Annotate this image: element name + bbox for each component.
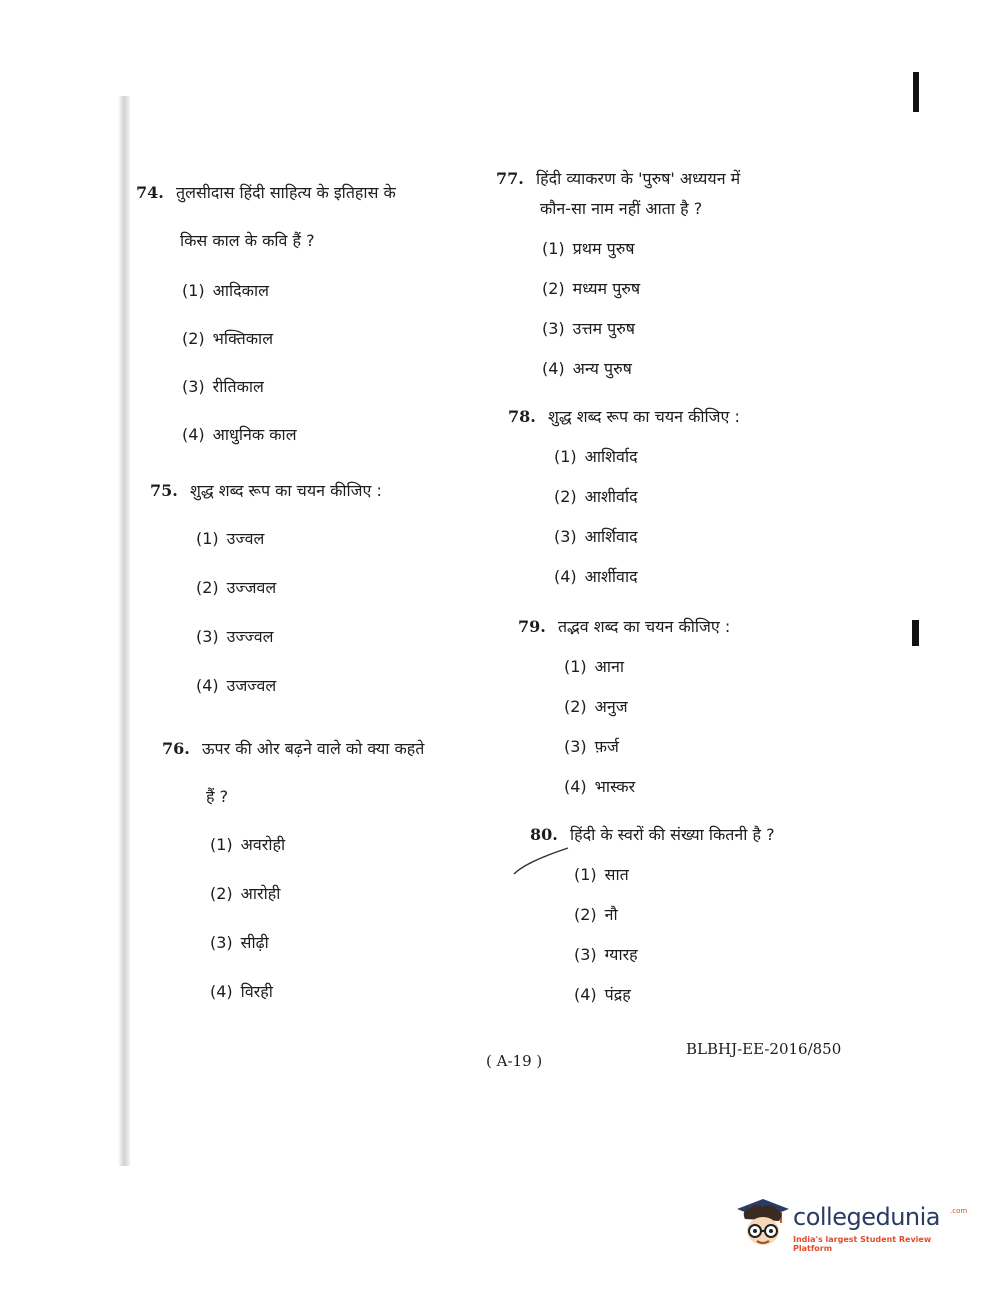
paper-reference: BLBHJ-EE-2016/850	[686, 1040, 842, 1058]
question-number: 74.	[136, 183, 164, 202]
question-number: 77.	[496, 169, 524, 188]
option: (2) आरोही	[210, 884, 281, 903]
scan-edge-mark	[912, 620, 919, 646]
option: (4) पंद्रह	[574, 985, 631, 1004]
option: (2) आशीर्वाद	[554, 487, 638, 506]
question-number: 79.	[518, 617, 546, 636]
question-79	[518, 616, 828, 798]
question-text-continued: किस काल के कवि हैं ?	[180, 231, 315, 250]
question-text: हिंदी व्याकरण के 'पुरुष' अध्ययन में	[536, 169, 741, 188]
logo-wordmark: collegedunia	[793, 1203, 941, 1231]
options-list	[136, 280, 476, 446]
option: (4) भास्कर	[564, 777, 636, 796]
question-75	[150, 480, 480, 697]
option: (3) ग्यारह	[574, 945, 638, 964]
options-list	[508, 446, 828, 588]
option: (3) सीढ़ी	[210, 933, 269, 952]
question-number: 75.	[150, 481, 178, 500]
options-list	[530, 864, 830, 1006]
question-text: तुलसीदास हिंदी साहित्य के इतिहास के	[176, 183, 396, 202]
option: (2) नौ	[574, 905, 618, 924]
question-74	[136, 182, 476, 446]
question-text-continued: हैं ?	[206, 787, 229, 806]
option: (4) आर्शीवाद	[554, 567, 638, 586]
option: (2) उज्जवल	[196, 578, 277, 597]
logo-com: .com	[950, 1207, 968, 1215]
question-number: 76.	[162, 739, 190, 758]
question-80	[530, 824, 830, 1006]
option: (1) सात	[574, 865, 629, 884]
question-text: ऊपर की ओर बढ़ने वाले को क्या कहते	[202, 739, 425, 758]
question-78	[508, 406, 828, 588]
page-code: ( A-19 )	[486, 1052, 543, 1070]
options-list	[150, 528, 480, 697]
graduate-mascot-icon	[735, 1197, 791, 1253]
question-76	[162, 738, 482, 1003]
options-list	[162, 834, 482, 1003]
collegedunia-logo	[735, 1197, 968, 1257]
option: (4) विरही	[210, 982, 273, 1001]
option: (2) अनुज	[564, 697, 628, 716]
question-text: शुद्ध शब्द रूप का चयन कीजिए :	[548, 407, 740, 426]
option: (4) उजज्वल	[196, 676, 277, 695]
pen-tick-mark	[512, 846, 572, 876]
option: (1) आना	[564, 657, 625, 676]
option: (2) मध्यम पुरुष	[542, 279, 641, 298]
question-text-continued: कौन-सा नाम नहीं आता है ?	[540, 199, 703, 218]
option: (3) उत्तम पुरुष	[542, 319, 636, 338]
question-text: तद्भव शब्द का चयन कीजिए :	[558, 617, 731, 636]
scan-edge-mark	[913, 72, 919, 112]
option: (1) प्रथम पुरुष	[542, 239, 635, 258]
option: (3) उज्ज्वल	[196, 627, 274, 646]
question-number: 78.	[508, 407, 536, 426]
question-text: शुद्ध शब्द रूप का चयन कीजिए :	[190, 481, 382, 500]
option: (1) अवरोही	[210, 835, 286, 854]
option: (3) आर्शिवाद	[554, 527, 638, 546]
options-list	[518, 656, 828, 798]
option: (4) अन्य पुरुष	[542, 359, 632, 378]
logo-tagline: India's largest Student Review Platform	[793, 1235, 932, 1253]
option: (3) फ़र्ज	[564, 737, 619, 756]
option: (1) उज्वल	[196, 529, 265, 548]
option: (2) भक्तिकाल	[182, 329, 274, 348]
options-list	[496, 238, 826, 380]
question-text: हिंदी के स्वरों की संख्या कितनी है ?	[570, 825, 775, 844]
binding-shadow	[118, 96, 130, 1166]
option: (1) आशिर्वाद	[554, 447, 638, 466]
question-number: 80.	[530, 825, 558, 844]
question-77	[496, 168, 826, 380]
option: (3) रीतिकाल	[182, 377, 264, 396]
option: (1) आदिकाल	[182, 281, 269, 300]
option: (4) आधुनिक काल	[182, 425, 297, 444]
